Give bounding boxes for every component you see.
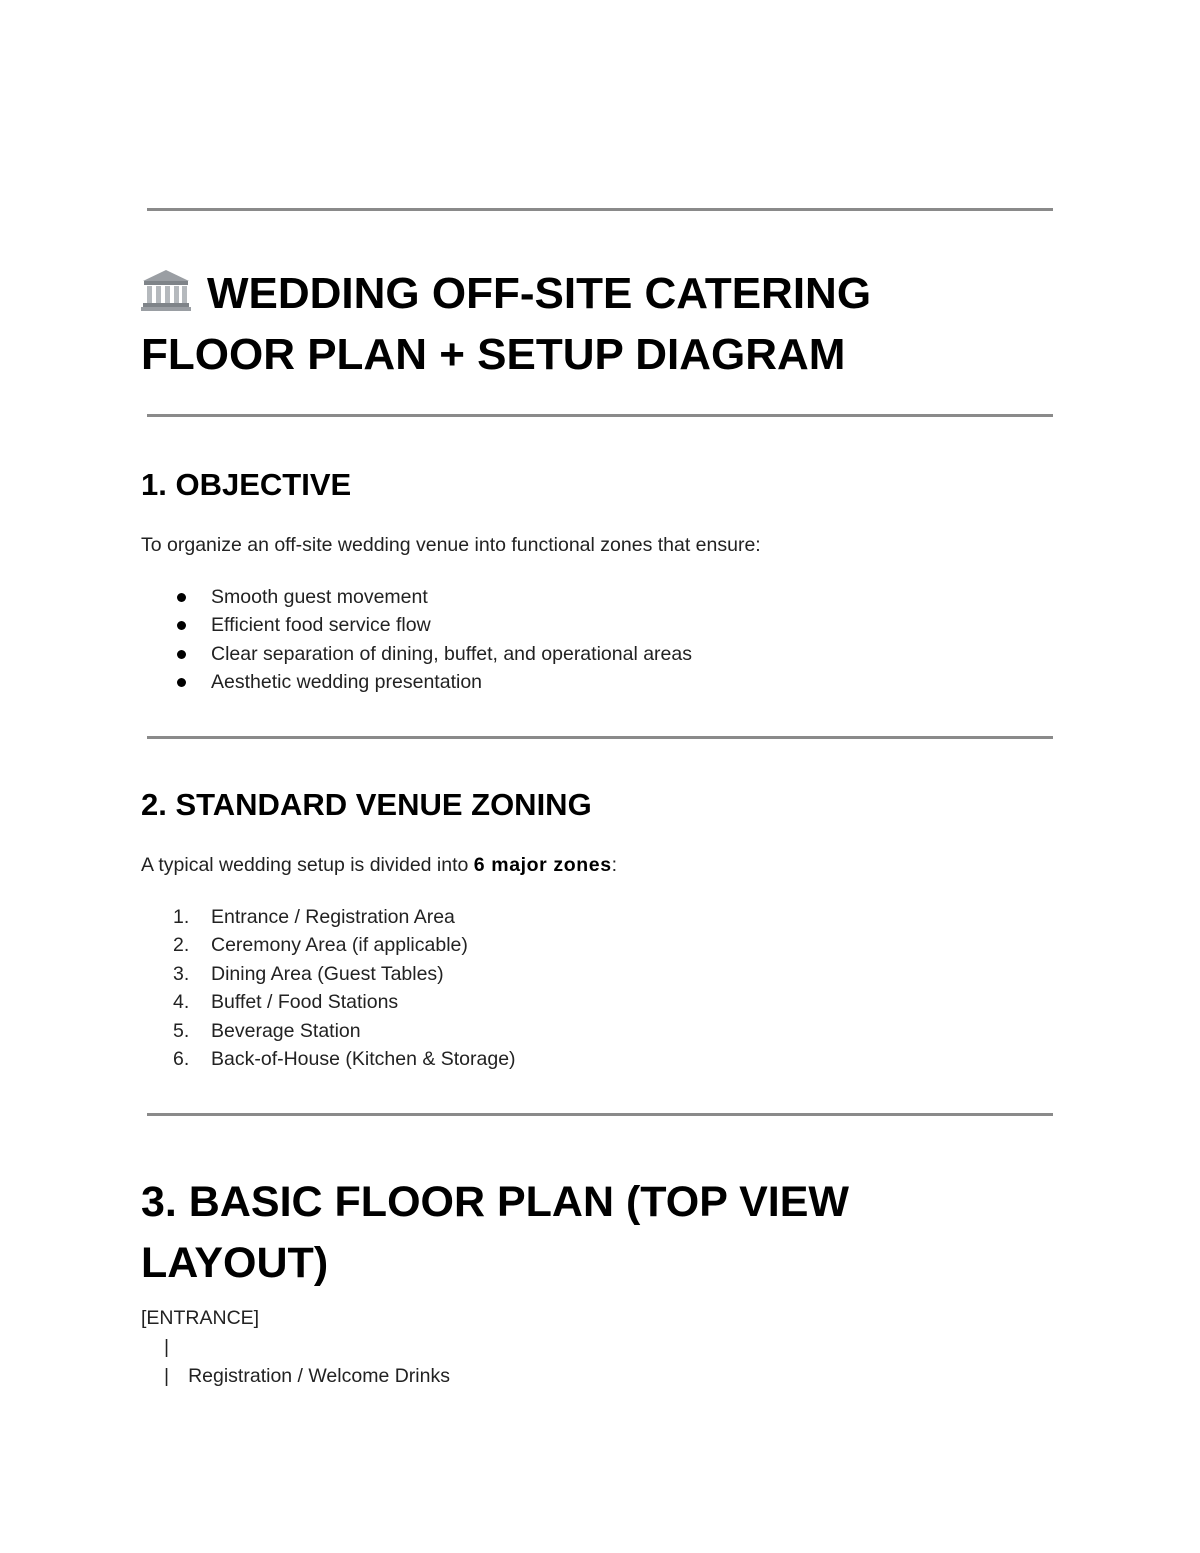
divider: [147, 1113, 1053, 1116]
bullet-icon: [177, 621, 186, 630]
list-item: 2. Ceremony Area (if applicable): [173, 934, 468, 957]
list-item: Aesthetic wedding presentation: [141, 668, 692, 696]
diagram-registration-line: [164, 1362, 450, 1391]
list-item: Efficient food service flow: [141, 611, 692, 639]
list-item: Smooth guest movement: [141, 583, 692, 611]
divider: [147, 208, 1053, 211]
section-heading-zoning: 2. STANDARD VENUE ZONING: [141, 787, 592, 822]
classical-building-icon: [141, 268, 191, 312]
section-heading-objective: 1. OBJECTIVE: [141, 467, 352, 502]
diagram-registration-label: Registration / Welcome Drinks: [188, 1365, 450, 1387]
section-heading-floor-plan-line-1: 3. BASIC FLOOR PLAN (TOP VIEW: [141, 1178, 849, 1226]
list-item: 6. Back-of-House (Kitchen & Storage): [173, 1048, 516, 1071]
bullet-icon: [177, 650, 186, 659]
objective-intro: To organize an off-site wedding venue into functional zones that ensure:: [141, 534, 761, 556]
diagram-entrance-label: [ENTRANCE]: [141, 1307, 260, 1329]
divider: [147, 414, 1053, 417]
zone-numbered-list: [141, 903, 516, 1073]
zoning-intro: A typical wedding setup is divided into 6 major zones:: [141, 854, 618, 876]
diagram-connector: |: [164, 1365, 170, 1387]
bullet-icon: [177, 678, 186, 687]
list-item: 3. Dining Area (Guest Tables): [173, 962, 444, 985]
emphasis-text: 6 major zones: [473, 854, 612, 876]
bullet-icon: [177, 593, 186, 602]
divider: [147, 736, 1053, 739]
document-title-line-2: FLOOR PLAN + SETUP DIAGRAM: [141, 330, 846, 379]
list-item: 4. Buffet / Food Stations: [173, 991, 399, 1014]
list-item: 1. Entrance / Registration Area: [173, 906, 455, 928]
list-item: 5. Beverage Station: [173, 1019, 361, 1042]
list-item: Clear separation of dining, buffet, and operational areas: [141, 640, 692, 668]
document-title-line-1: [141, 264, 871, 324]
objective-bullet-list: [141, 583, 692, 697]
section-heading-floor-plan-line-2: LAYOUT): [141, 1239, 329, 1287]
diagram-connector: |: [164, 1336, 170, 1358]
title-text-line-1: WEDDING OFF-SITE CATERING: [207, 269, 872, 318]
